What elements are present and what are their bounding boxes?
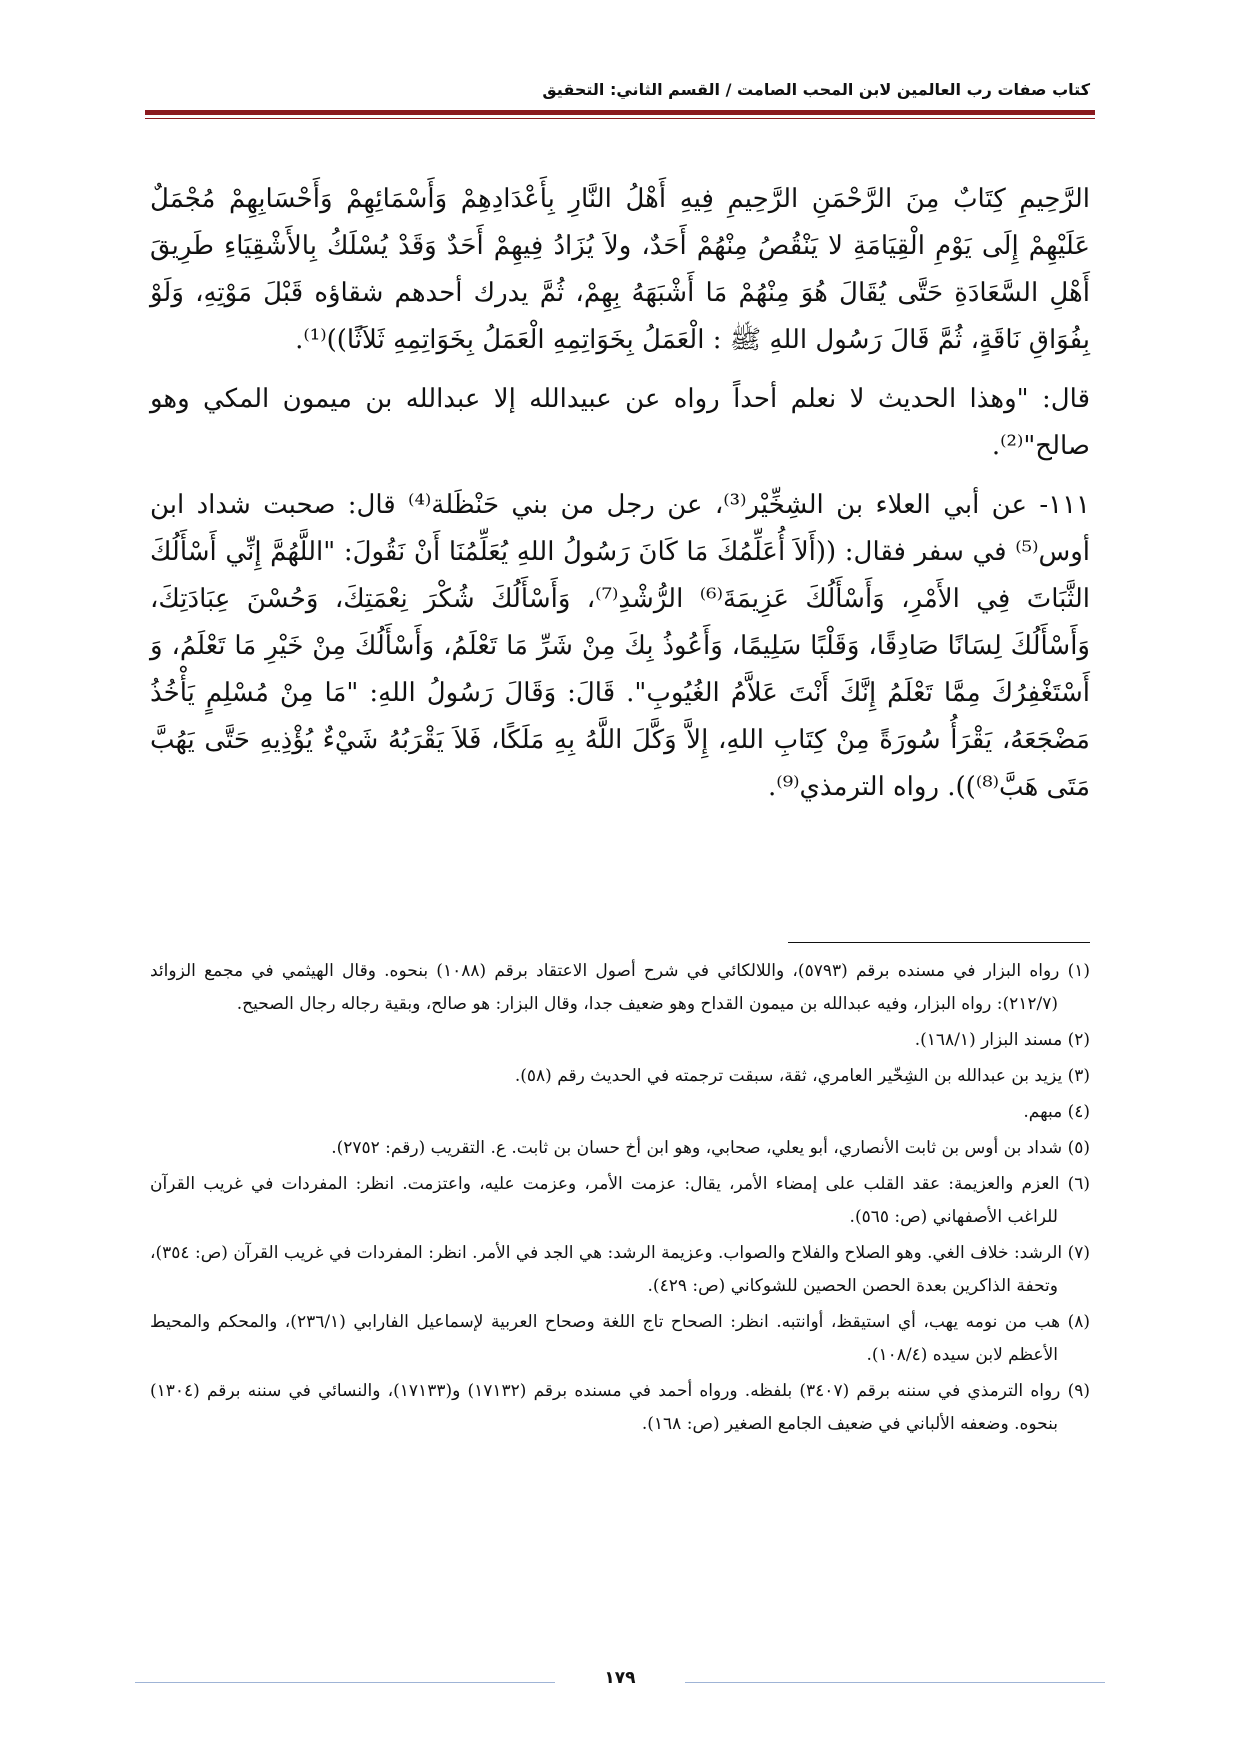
- footnote-5: (٥) شداد بن أوس بن ثابت الأنصاري، أبو يعلي، صحابي، وهو ابن أخ حسان بن ثابت. ع. التقريب (رقم: ٢٧٥٢).: [331, 1138, 1090, 1158]
- paragraph-hadith-111: ١١١- عن أبي العلاء بن الشِخِّيْر⁽³⁾، عن رجل من بني حَنْظَلة⁽⁴⁾ قال: صحبت شداد ابن أوس⁽⁵⁾ في سفر فقال: ((أَلاَ أُعَلِّمُكَ مَا كَانَ رَسُولُ اللهِ يُعَلِّمُنَا أَنْ نَقُولَ: "اللَّهُمَّ إِنِّي أَسْأَلُكَ الثَّبَاتَ فِي الأَمْرِ، وَأَسْأَلُكَ عَزِيمَةَ⁽⁶⁾ الرُّشْدِ⁽⁷⁾، وَأَسْأَلُكَ شُكْرَ نِعْمَتِكَ، وَحُسْنَ عِبَادَتِكَ، وَأَسْأَلُكَ لِسَانًا صَادِقًا، وَقَلْبًا سَلِيمًا، وَأَعُوذُ بِكَ مِنْ شَرِّ مَا تَعْلَمُ، وَأَسْأَلُكَ مِنْ خَيْرِ مَا تَعْلَمُ، وَ أَسْتَغْفِرُكَ مِمَّا تَعْلَمُ إِنَّكَ أَنْتَ عَلاَّمُ الغُيُوبِ". قَالَ: وَقَالَ رَسُولُ اللهِ: "مَا مِنْ مُسْلِمٍ يَأْخُذُ مَضْجَعَهُ، يَقْرَأُ سُورَةً مِنْ كِتَابِ اللهِ، إِلاَّ وَكَّلَ اللَّهُ بِهِ مَلَكًا، فَلاَ يَقْرَبُهُ شَيْءٌ يُؤْذِيهِ حَتَّى يَهُبَّ مَتَى هَبَّ⁽⁸⁾)). رواه الترمذي⁽⁹⁾.: [150, 490, 1091, 802]
- header-rule-thick: [145, 110, 1095, 115]
- footnote-6: (٦) العزم والعزيمة: عقد القلب على إمضاء الأمر، يقال: عزمت الأمر، وعزمت عليه، واعتزمت. انظر: المفردات في غريب القرآن للراغب الأصفهاني (ص: ٥٦٥).: [150, 1174, 1090, 1227]
- header-rule-thin: [145, 118, 1095, 119]
- main-text: [150, 176, 1090, 823]
- paragraph-hadith-continuation: الرَّحِيمِ كِتَابٌ مِنَ الرَّحْمَنِ الرَّحِيمِ فِيهِ أَهْلُ النَّارِ بِأَعْدَادِهِمْ وَأَسْمَائِهِمْ وَأَحْسَابِهِمْ مُجْمَلٌ عَلَيْهِمْ إِلَى يَوْمِ الْقِيَامَةِ لا يَنْقُصُ مِنْهُمْ أَحَدٌ، ولاَ يُزَادُ فِيهِمْ أَحَدٌ وَقَدْ يُسْلَكُ بِالأَشْقِيَاءِ طَرِيقَ أَهْلِ السَّعَادَةِ حَتَّى يُقَالَ هُوَ مِنْهُمْ مَا أَشْبَهَهُ بِهِمْ، ثُمَّ يدرك أحدهم شقاؤه قَبْلَ مَوْتِهِ، وَلَوْ بِفُوَاقِ نَاقَةٍ، ثُمَّ قَالَ رَسُول اللهِ ﷺ : الْعَمَلُ بِخَوَاتِمِهِ الْعَمَلُ بِخَوَاتِمِهِ ثَلاَثًا))⁽¹⁾.: [150, 184, 1090, 355]
- footnote-7: (٧) الرشد: خلاف الغي. وهو الصلاح والفلاح والصواب. وعزيمة الرشد: هي الجد في الأمر. انظر: المفردات في غريب القرآن (ص: ٣٥٤)، وتحفة الذاكرين بعدة الحصن الحصين للشوكاني (ص: ٤٢٩).: [150, 1243, 1090, 1296]
- footnote-9: (٩) رواه الترمذي في سننه برقم (٣٤٠٧) بلفظه. ورواه أحمد في مسنده برقم (١٧١٣٢) و(١٧١٣٣)، والنسائي في سننه برقم (١٣٠٤) بنحوه. وضعفه الألباني في ضعيف الجامع الصغير (ص: ١٦٨).: [150, 1381, 1090, 1434]
- footnotes: [150, 955, 1090, 1444]
- running-header-title: كتاب صفات رب العالمين لابن المحب الصامت / القسم الثاني: التحقيق: [542, 80, 1090, 99]
- footer-rule-right: [685, 1682, 1105, 1683]
- paragraph-bazzar-comment: قال: "وهذا الحديث لا نعلم أحداً رواه عن عبيدالله إلا عبدالله بن ميمون المكي وهو صالح"⁽²⁾.: [150, 384, 1090, 461]
- footer-rule-left: [135, 1682, 555, 1683]
- footnote-8: (٨) هب من نومه يهب، أي استيقظ، أوانتبه. انظر: الصحاح تاج اللغة وصحاح العربية لإسماعيل الفارابي (٢٣٦/١)، والمحكم والمحيط الأعظم لابن سيده (١٠٨/٤).: [150, 1312, 1090, 1365]
- footnote-4: (٤) مبهم.: [1023, 1102, 1090, 1122]
- footnote-1: (١) رواه البزار في مسنده برقم (٥٧٩٣)، واللالكائي في شرح أصول الاعتقاد برقم (١٠٨٨) بنحوه. وقال الهيثمي في مجمع الزوائد (٢١٢/٧): رواه البزار، وفيه عبدالله بن ميمون القداح وهو ضعيف جدا، وقال البزار: هو صالح، وبقية رجاله رجال الصحيح.: [150, 961, 1091, 1014]
- footnote-separator: [788, 942, 1090, 943]
- page-number: ١٧٩: [604, 1668, 636, 1688]
- footnote-2: (٢) مسند البزار (١٦٨/١).: [914, 1030, 1090, 1050]
- footnote-3: (٣) يزيد بن عبدالله بن الشِخّير العامري، ثقة، سبقت ترجمته في الحديث رقم (٥٨).: [514, 1066, 1090, 1086]
